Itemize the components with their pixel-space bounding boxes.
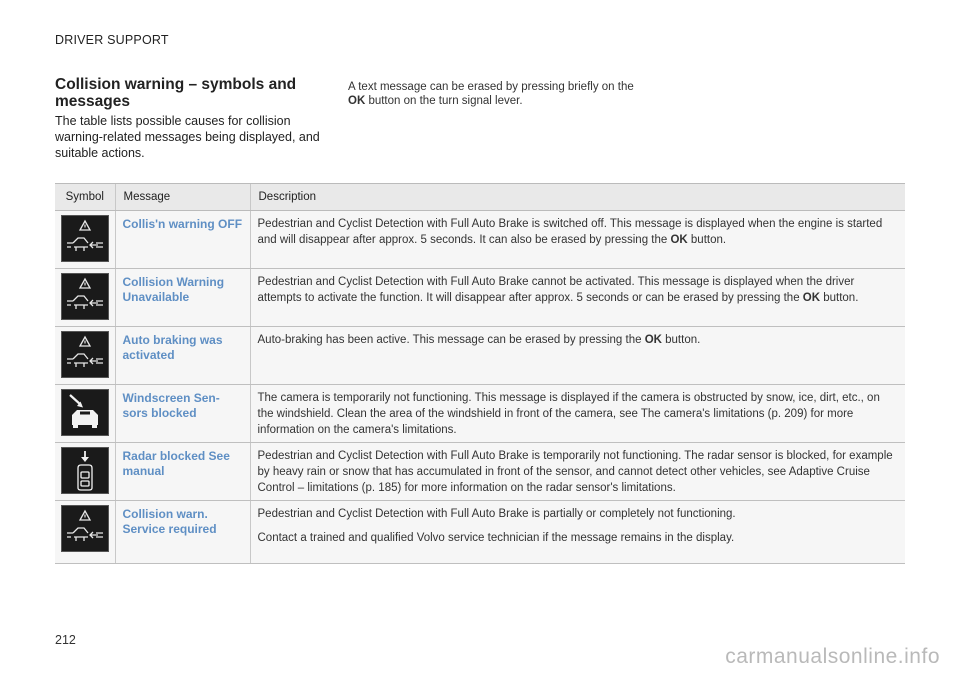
table-row [55,327,905,385]
collision-warning-icon [61,331,109,378]
description-cell [250,443,905,501]
watermark: carmanualsonline.info [725,645,940,668]
description-text: Pedestrian and Cyclist Detection with Full Auto Brake is temporarily not functioning. The radar sensor is blocked, for example by heavy rain or snow that has accumulated in front of the sensor, and cannot detect other vehicles, see Adaptive Cruise Control – limitations (p. 185) for more information on the radar sensor's limitations. [257,450,893,494]
message-text: Collision Warning Unavailable [122,275,225,304]
description-text-after: button. [661,334,701,346]
radar-sensor-icon [61,447,109,494]
description-cell [250,269,905,327]
message-cell [115,443,250,501]
message-cell [115,501,250,564]
symbol-cell [55,443,115,501]
message-cell [115,211,250,269]
description-text-2: Contact a trained and qualified Volvo service technician if the message remains in the display. [257,532,735,544]
message-text: Radar blocked See manual [122,449,230,478]
description-text-after: button. [687,234,727,246]
message-cell [115,385,250,443]
description-text: Auto-braking has been active. This message can be erased by pressing the [257,334,645,346]
message-text: Auto braking was activated [122,333,223,362]
description-cell [250,501,905,564]
message-text: Collis'n warning OFF [122,217,243,231]
table-row [55,269,905,327]
description-ok: OK [670,234,688,246]
description-text: The camera is temporarily not functioning. This message is displayed if the camera is obstructed by snow, ice, dirt, etc., on the windshield. Clean the area of the windshield in front of the camera, see The camera's limitations (p. 209) for more information on the camera's limitations. [257,392,880,436]
symbol-cell [55,501,115,564]
description-text: Pedestrian and Cyclist Detection with Full Auto Brake cannot be activated. This message is displayed when the driver attempts to activate the function. It will disappear after approx. 5 seconds or can be erased by pressing the [257,276,855,304]
table-row [55,443,905,501]
section-header: DRIVER SUPPORT [55,33,169,47]
note-ok-label: OK [348,95,366,107]
description-ok: OK [802,292,821,304]
table-row [55,501,905,564]
page-number: 212 [55,633,76,647]
note-before: A text message can be erased by pressing briefly on the [348,81,634,93]
description-text-after: button. [820,292,859,304]
collision-warning-icon [61,215,109,262]
description-ok: OK [644,334,662,346]
description-text: Pedestrian and Cyclist Detection with Full Auto Brake is switched off. This message is displayed when the engine is started and will disappear after approx. 5 seconds. It can also be erased by pressing the [257,218,883,246]
note-text [348,80,638,108]
symbol-cell [55,327,115,385]
message-cell [115,327,250,385]
collision-warning-icon [61,505,109,552]
header-symbol: Symbol [55,184,115,211]
description-cell [250,327,905,385]
description-text: Pedestrian and Cyclist Detection with Full Auto Brake is partially or completely not functioning. [257,508,736,520]
page-heading: Collision warning – symbols and messages [55,76,297,110]
collision-warning-icon [61,273,109,320]
header-message: Message [115,184,250,211]
messages-table [55,183,905,564]
table-row [55,211,905,269]
symbol-cell [55,211,115,269]
windscreen-sensor-icon [61,389,109,436]
description-cell [250,385,905,443]
description-cell [250,211,905,269]
header-description: Description [250,184,905,211]
symbol-cell [55,385,115,443]
note-after: button on the turn signal lever. [365,95,523,107]
intro-text: The table lists possible causes for collision warning-related messages being displayed, and suitable actions. [55,114,320,160]
symbol-cell [55,269,115,327]
message-text: Collision warn. Service required [122,507,217,536]
message-text: Windscreen Sen-sors blocked [122,391,220,420]
table-header-row [55,184,905,211]
table-row [55,385,905,443]
message-cell [115,269,250,327]
